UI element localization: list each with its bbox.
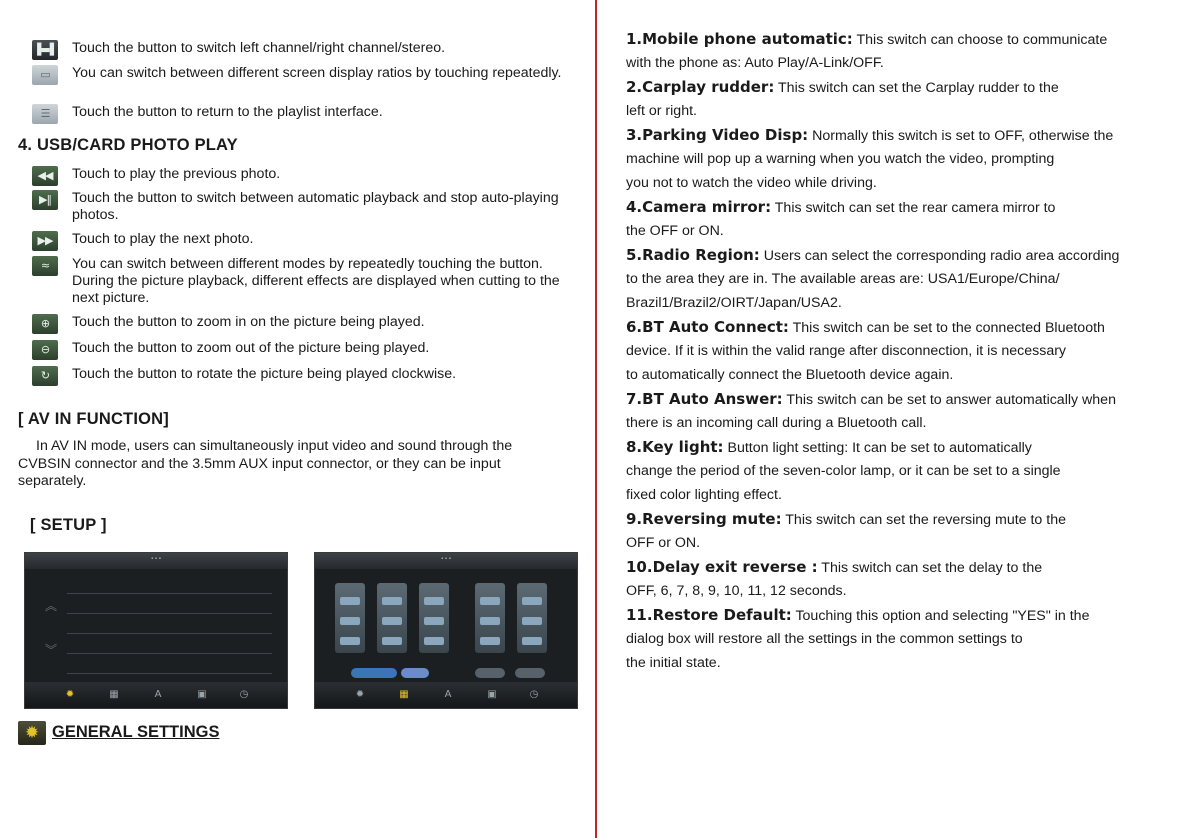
item-text: You can switch between different screen display ratios by touching repeatedly.	[72, 65, 562, 81]
setting-line-continuation	[626, 102, 697, 120]
list-item	[32, 166, 562, 186]
item-text: Touch the button to switch left channel/right channel/stereo.	[72, 40, 446, 56]
font-icon: A	[154, 689, 162, 700]
setting-name: 9.Reversing mute:	[626, 510, 782, 528]
setting-description: Button light setting: It can be set to automatically	[723, 440, 1032, 456]
setting-description: Touching this option and selecting "YES" in the	[791, 608, 1090, 624]
item-text: You can switch between different modes by repeatedly touching the button. During the picture playback, different effects are displayed when cutting to the next picture.	[72, 256, 560, 306]
setting-description: dialog box will restore all the settings in the common settings to	[626, 631, 1023, 647]
setting-description: This switch can be set to the connected Bluetooth	[788, 320, 1105, 336]
setting-description: to automatically connect the Bluetooth device again.	[626, 367, 954, 383]
list-item	[32, 256, 562, 307]
setting-line-continuation	[626, 414, 926, 432]
setting-line-continuation	[626, 54, 884, 72]
setting-name: 3.Parking Video Disp:	[626, 126, 809, 144]
clock-icon: ◷	[239, 689, 249, 700]
setting-name: 11.Restore Default:	[626, 606, 792, 624]
gear-icon: ✹	[355, 689, 365, 700]
setting-name: 4.Camera mirror:	[626, 198, 772, 216]
setting-description: device. If it is within the valid range after disconnection, it is necessary	[626, 343, 1067, 359]
setting-name: 10.Delay exit reverse :	[626, 558, 818, 576]
setting-description: This switch can set the delay to the	[817, 560, 1043, 576]
setting-description: fixed color lighting effect.	[626, 487, 782, 503]
setting-description: to the area they are in. The available areas are: USA1/Europe/China/	[626, 271, 1060, 287]
setting-line-title	[626, 606, 1089, 625]
item-text: Touch the button to zoom in on the picture being played.	[72, 314, 425, 330]
setting-name: 6.BT Auto Connect:	[626, 318, 789, 336]
setting-description: This switch can choose to communicate	[852, 32, 1108, 48]
setting-line-continuation	[626, 174, 877, 192]
setup-menu-screenshot: ▪ ▪ ▪ ︽ ︾ ✹ ▦ A ▣ ◷	[24, 552, 288, 709]
setting-description: OFF, 6, 7, 8, 9, 10, 11, 12 seconds.	[626, 583, 847, 599]
list-item	[32, 190, 562, 224]
image-icon: ▣	[197, 689, 207, 700]
tile-icon: ▦	[399, 689, 409, 700]
image-icon: ▣	[487, 689, 497, 700]
next-icon: ▶▶	[32, 231, 58, 251]
list-item	[32, 340, 562, 360]
setting-line-continuation	[626, 342, 1066, 360]
setting-description: Brazil1/Brazil2/OIRT/Japan/USA2.	[626, 295, 842, 311]
setting-line-title	[626, 126, 1113, 145]
setting-description: with the phone as: Auto Play/A-Link/OFF.	[626, 55, 884, 71]
clock-icon: ◷	[529, 689, 539, 700]
setting-line-title	[626, 30, 1107, 49]
chevron-up-icon: ︽	[45, 599, 58, 613]
channel-icon: ▐▬▌	[32, 40, 58, 60]
setting-line-continuation	[626, 486, 782, 504]
setting-description: there is an incoming call during a Bluetooth call.	[626, 415, 927, 431]
setting-name: 7.BT Auto Answer:	[626, 390, 783, 408]
item-text: Touch the button to rotate the picture being played clockwise.	[72, 366, 457, 382]
setting-line-continuation	[626, 222, 724, 240]
setting-description: the OFF or ON.	[626, 223, 724, 239]
setting-line-continuation	[626, 150, 1054, 168]
setting-description: the initial state.	[626, 655, 721, 671]
gear-icon: ✹	[65, 689, 75, 700]
setting-line-title	[626, 438, 1032, 457]
setting-name: 1.Mobile phone automatic:	[626, 30, 853, 48]
ratio-icon: ▭	[32, 65, 58, 85]
setting-line-title	[626, 198, 1055, 217]
setting-description: change the period of the seven-color lamp, or it can be set to a single	[626, 463, 1061, 479]
setting-name: 5.Radio Region:	[626, 246, 760, 264]
setting-description: This switch can set the Carplay rudder to the	[774, 80, 1059, 96]
setting-description: This switch can set the reversing mute to the	[781, 512, 1066, 528]
chevron-down-icon: ︾	[45, 643, 58, 657]
tile-icon: ▦	[109, 689, 119, 700]
setting-name: 2.Carplay rudder:	[626, 78, 775, 96]
list-item	[32, 366, 562, 386]
setting-line-title	[626, 390, 1116, 409]
setting-line-title	[626, 318, 1105, 337]
setting-line-continuation	[626, 534, 700, 552]
setting-line-title	[626, 510, 1066, 529]
zoom-out-icon: ⊖	[32, 340, 58, 360]
setting-description: OFF or ON.	[626, 535, 701, 551]
item-text: Touch the button to return to the playlist interface.	[72, 104, 383, 120]
setting-line-continuation	[626, 270, 1060, 288]
setting-line-continuation	[626, 630, 1023, 648]
setting-line-continuation	[626, 582, 847, 600]
setting-line-continuation	[626, 294, 842, 312]
setting-description: Users can select the corresponding radio area according	[759, 248, 1120, 264]
setting-line-title	[626, 558, 1042, 577]
av-in-description: In AV IN mode, users can simultaneously input video and sound through the CVBSIN connector and the 3.5mm AUX input connector, or they can be input separately.	[18, 438, 513, 489]
setting-description: you not to watch the video while driving.	[626, 175, 877, 191]
setting-description: This switch can set the rear camera mirror to	[771, 200, 1056, 216]
item-text: Touch to play the previous photo.	[72, 166, 281, 182]
setting-name: 8.Key light:	[626, 438, 724, 456]
item-text: Touch to play the next photo.	[72, 231, 254, 247]
effect-icon: ≈	[32, 256, 58, 276]
setting-description: left or right.	[626, 103, 697, 119]
setting-description: Normally this switch is set to OFF, otherwise the	[808, 128, 1114, 144]
previous-icon: ◀◀	[32, 166, 58, 186]
gear-icon: ✹	[18, 721, 46, 745]
play-pause-icon: ▶‖	[32, 190, 58, 210]
setting-line-title	[626, 246, 1119, 265]
equalizer-screenshot: ▪ ▪ ▪ ✹ ▦ A ▣ ◷	[314, 552, 578, 709]
list-item	[32, 40, 562, 60]
list-item	[32, 104, 562, 124]
setting-line-continuation	[626, 654, 721, 672]
item-text: Touch the button to switch between automatic playback and stop auto-playing photos.	[72, 190, 559, 223]
page-divider	[595, 0, 597, 838]
font-icon: A	[444, 689, 452, 700]
section-heading-av-in: [ AV IN FUNCTION]	[18, 410, 169, 428]
setting-line-title	[626, 78, 1059, 97]
setting-description: machine will pop up a warning when you watch the video, prompting	[626, 151, 1055, 167]
general-settings-heading: GENERAL SETTINGS	[52, 723, 220, 741]
item-text: Touch the button to zoom out of the picture being played.	[72, 340, 430, 356]
section-heading-photo: 4. USB/CARD PHOTO PLAY	[18, 136, 238, 154]
playlist-icon: ☰	[32, 104, 58, 124]
setting-line-continuation	[626, 462, 1061, 480]
list-item	[32, 314, 562, 334]
list-item	[32, 231, 562, 251]
rotate-icon: ↻	[32, 366, 58, 386]
setting-description: This switch can be set to answer automatically when	[782, 392, 1116, 408]
section-heading-setup: [ SETUP ]	[30, 516, 107, 534]
list-item	[32, 65, 562, 85]
setting-line-continuation	[626, 366, 953, 384]
zoom-in-icon: ⊕	[32, 314, 58, 334]
